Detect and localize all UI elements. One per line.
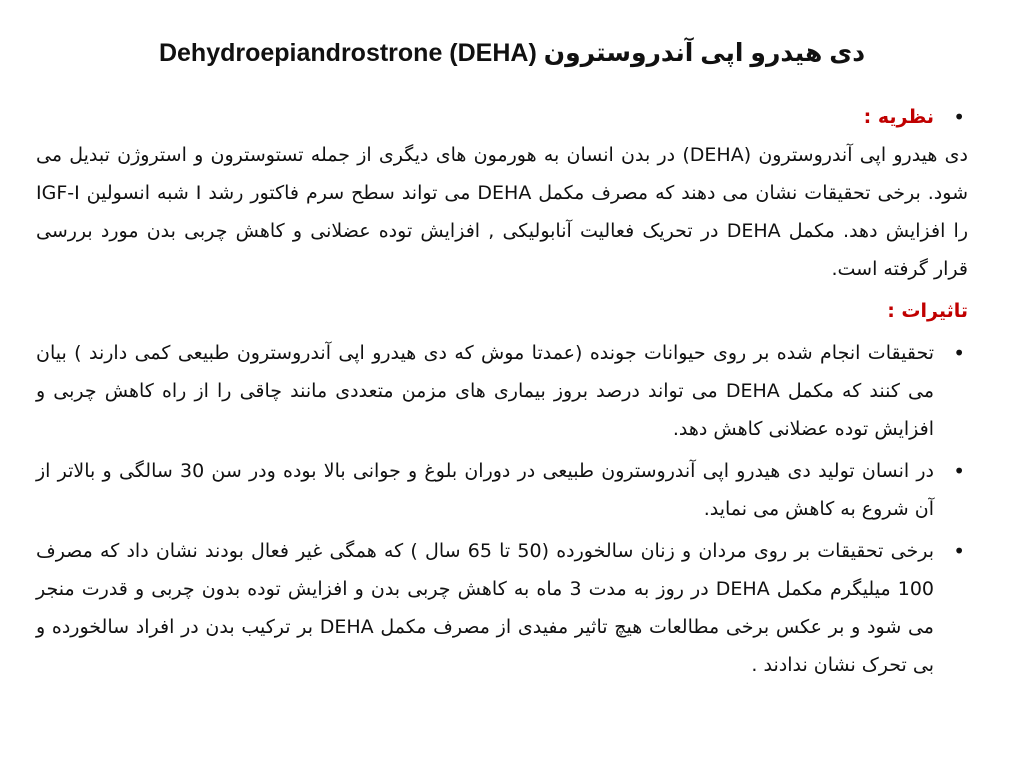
effects-item-text: در انسان تولید دی هیدرو اپی آندروسترون طبیعی در دوران بلوغ و جوانی بالا بوده ودر سن 30 سالگی و بالاتر از آن شروع به کاهش می نماید. (36, 460, 934, 520)
theory-heading: نظریه : (863, 106, 934, 128)
bullet-icon: • (953, 105, 965, 129)
bullet-icon: • (953, 341, 965, 365)
slide-body (36, 98, 968, 684)
effects-item (36, 532, 968, 684)
effects-heading-row (36, 292, 968, 330)
theory-paragraph: دی هیدرو اپی آندروسترون (DEHA) در بدن انسان به هورمون های دیگری از جمله تستوسترون و استروژن تبدیل می شود. برخی تحقیقات نشان می دهند که مصرف مکمل DEHA می تواند سطح سرم فاکتور رشد I شبه انسولین IGF-I را افزایش دهد. مکمل DEHA در تحریک فعالیت آنابولیکی , افزایش توده عضلانی و کاهش چربی بدن مورد بررسی قرار گرفته است. (36, 144, 968, 280)
bullet-icon: • (953, 459, 965, 483)
effects-item-text: تحقیقات انجام شده بر روی حیوانات جونده (عمدتا موش که دی هیدرو اپی آندروسترون طبیعی کمی دارند ) بیان می کنند که مکمل DEHA می تواند درصد بروز بیماری های مزمن متعددی مانند چاقی را از راه کاهش چربی و افزایش توده عضلانی کاهش دهد. (36, 342, 935, 440)
effects-item-text: برخی تحقیقات بر روی مردان و زنان سالخورده (50 تا 65 سال ) که همگی غیر فعال بودند نشان داد که مصرف 100 میلیگرم مکمل DEHA در روز به مدت 3 ماه به کاهش چربی بدن و افزایش توده بدون چربی و قدرت منجر می شود و بر عکس برخی مطالعات هیچ تاثیر مفیدی از مصرف مکمل DEHA بر ترکیب بدن در افراد سالخورده و بی تحرک نشان ندادند . (36, 540, 935, 676)
effects-item (36, 334, 968, 448)
slide-title: Dehydroepiandrostrone (DEHA) دی هیدرو اپی آندروسترون (158, 39, 866, 67)
effects-heading: تاثیرات : (887, 300, 968, 322)
theory-heading-row (36, 98, 968, 136)
effects-item (36, 452, 968, 528)
bullet-icon: • (953, 539, 965, 563)
